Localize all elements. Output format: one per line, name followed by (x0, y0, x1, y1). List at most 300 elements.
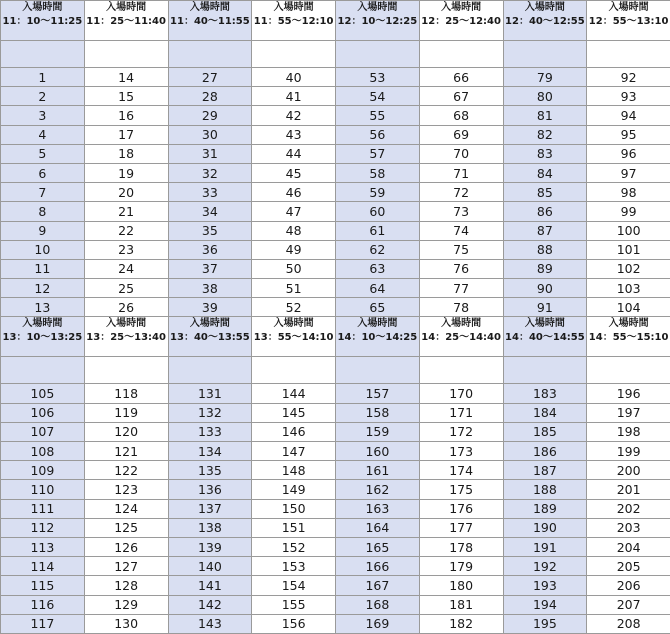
ticket-number-cell: 43 (252, 125, 336, 144)
spacer-cell (84, 357, 168, 384)
ticket-number-cell: 9 (1, 221, 85, 240)
ticket-number-cell: 97 (587, 163, 670, 182)
table-row (1, 422, 670, 441)
ticket-number-cell: 26 (84, 298, 168, 317)
spacer-cell (587, 357, 670, 384)
time-slot-header (168, 1, 252, 41)
time-slot-header (419, 317, 503, 357)
ticket-number-cell: 14 (84, 68, 168, 87)
table-row (1, 202, 670, 221)
ticket-number-cell: 8 (1, 202, 85, 221)
ticket-number-cell: 125 (84, 518, 168, 537)
table-row (1, 557, 670, 576)
ticket-number-cell: 7 (1, 183, 85, 202)
ticket-number-cell: 172 (419, 422, 503, 441)
header-row (1, 1, 670, 41)
time-slot-header (252, 1, 336, 41)
ticket-number-cell: 138 (168, 518, 252, 537)
ticket-number-cell: 136 (168, 480, 252, 499)
entry-time-label: 入場時間 (169, 1, 252, 15)
time-slot-header (252, 317, 336, 357)
ticket-number-cell: 157 (336, 384, 420, 403)
spacer-cell (1, 357, 85, 384)
ticket-number-cell: 156 (252, 614, 336, 633)
ticket-number-cell: 188 (503, 480, 587, 499)
ticket-number-cell: 193 (503, 576, 587, 595)
ticket-number-cell: 155 (252, 595, 336, 614)
table-row (1, 576, 670, 595)
ticket-number-cell: 10 (1, 240, 85, 259)
spacer-row (1, 41, 670, 68)
time-slot-header (168, 317, 252, 357)
ticket-number-cell: 151 (252, 518, 336, 537)
ticket-number-cell: 147 (252, 442, 336, 461)
time-range: 11：55〜12:10 (252, 15, 335, 29)
ticket-number-cell: 181 (419, 595, 503, 614)
ticket-number-cell: 57 (336, 144, 420, 163)
ticket-number-cell: 144 (252, 384, 336, 403)
ticket-number-cell: 27 (168, 68, 252, 87)
time-range: 13：25〜13:40 (85, 331, 168, 345)
ticket-number-cell: 87 (503, 221, 587, 240)
ticket-number-cell: 21 (84, 202, 168, 221)
ticket-number-cell: 190 (503, 518, 587, 537)
ticket-number-cell: 177 (419, 518, 503, 537)
spacer-cell (84, 41, 168, 68)
ticket-number-cell: 108 (1, 442, 85, 461)
table-row (1, 221, 670, 240)
table-row (1, 87, 670, 106)
ticket-number-cell: 175 (419, 480, 503, 499)
ticket-number-cell: 145 (252, 403, 336, 422)
spacer-cell (252, 357, 336, 384)
ticket-number-cell: 168 (336, 595, 420, 614)
ticket-number-cell: 167 (336, 576, 420, 595)
table-row (1, 518, 670, 537)
ticket-number-cell: 68 (419, 106, 503, 125)
time-slot-header (587, 317, 670, 357)
ticket-number-cell: 111 (1, 499, 85, 518)
ticket-number-cell: 131 (168, 384, 252, 403)
ticket-number-cell: 150 (252, 499, 336, 518)
ticket-number-cell: 163 (336, 499, 420, 518)
ticket-number-cell: 187 (503, 461, 587, 480)
ticket-number-cell: 123 (84, 480, 168, 499)
ticket-number-cell: 194 (503, 595, 587, 614)
entry-time-label: 入場時間 (85, 317, 168, 331)
ticket-number-cell: 200 (587, 461, 670, 480)
ticket-number-cell: 208 (587, 614, 670, 633)
ticket-number-cell: 205 (587, 557, 670, 576)
ticket-number-cell: 106 (1, 403, 85, 422)
ticket-number-cell: 192 (503, 557, 587, 576)
ticket-number-cell: 55 (336, 106, 420, 125)
time-slot-header (84, 317, 168, 357)
ticket-number-cell: 199 (587, 442, 670, 461)
ticket-number-cell: 140 (168, 557, 252, 576)
ticket-number-cell: 13 (1, 298, 85, 317)
ticket-number-cell: 118 (84, 384, 168, 403)
table-row (1, 442, 670, 461)
ticket-number-cell: 104 (587, 298, 670, 317)
ticket-number-cell: 39 (168, 298, 252, 317)
ticket-number-cell: 89 (503, 259, 587, 278)
table-row (1, 537, 670, 556)
ticket-number-cell: 94 (587, 106, 670, 125)
ticket-number-cell: 143 (168, 614, 252, 633)
ticket-number-cell: 34 (168, 202, 252, 221)
spacer-cell (419, 357, 503, 384)
ticket-number-cell: 206 (587, 576, 670, 595)
ticket-number-cell: 70 (419, 144, 503, 163)
ticket-number-cell: 133 (168, 422, 252, 441)
table-row (1, 403, 670, 422)
ticket-number-cell: 139 (168, 537, 252, 556)
ticket-number-cell: 165 (336, 537, 420, 556)
entry-time-label: 入場時間 (420, 1, 503, 15)
spacer-cell (252, 41, 336, 68)
time-slot-header (419, 1, 503, 41)
time-range: 12：10〜12:25 (336, 15, 419, 29)
ticket-number-cell: 174 (419, 461, 503, 480)
ticket-number-cell: 75 (419, 240, 503, 259)
ticket-number-cell: 105 (1, 384, 85, 403)
time-slot-header (1, 1, 85, 41)
ticket-number-cell: 95 (587, 125, 670, 144)
table-row (1, 106, 670, 125)
ticket-number-cell: 191 (503, 537, 587, 556)
ticket-number-cell: 184 (503, 403, 587, 422)
ticket-number-cell: 49 (252, 240, 336, 259)
time-slot-header (587, 1, 670, 41)
ticket-number-cell: 112 (1, 518, 85, 537)
spacer-cell (336, 41, 420, 68)
ticket-number-cell: 51 (252, 279, 336, 298)
ticket-number-cell: 77 (419, 279, 503, 298)
ticket-number-cell: 40 (252, 68, 336, 87)
time-range: 11：10〜11:25 (1, 15, 84, 29)
ticket-number-cell: 11 (1, 259, 85, 278)
ticket-number-cell: 2 (1, 87, 85, 106)
ticket-number-cell: 128 (84, 576, 168, 595)
ticket-number-cell: 169 (336, 614, 420, 633)
ticket-number-cell: 99 (587, 202, 670, 221)
ticket-number-cell: 170 (419, 384, 503, 403)
time-range: 14：10〜14:25 (336, 331, 419, 345)
entry-time-label: 入場時間 (587, 317, 670, 331)
time-range: 12：40〜12:55 (504, 15, 587, 29)
ticket-number-cell: 84 (503, 163, 587, 182)
ticket-number-cell: 152 (252, 537, 336, 556)
ticket-number-cell: 198 (587, 422, 670, 441)
table-row (1, 279, 670, 298)
ticket-number-cell: 173 (419, 442, 503, 461)
ticket-number-cell: 82 (503, 125, 587, 144)
ticket-number-cell: 58 (336, 163, 420, 182)
ticket-number-cell: 207 (587, 595, 670, 614)
ticket-number-cell: 24 (84, 259, 168, 278)
table-row (1, 614, 670, 633)
ticket-number-cell: 19 (84, 163, 168, 182)
ticket-number-cell: 81 (503, 106, 587, 125)
ticket-number-cell: 6 (1, 163, 85, 182)
ticket-number-cell: 195 (503, 614, 587, 633)
ticket-number-cell: 50 (252, 259, 336, 278)
ticket-number-cell: 110 (1, 480, 85, 499)
ticket-number-cell: 178 (419, 537, 503, 556)
ticket-number-cell: 127 (84, 557, 168, 576)
spacer-cell (419, 41, 503, 68)
ticket-number-cell: 202 (587, 499, 670, 518)
ticket-number-cell: 100 (587, 221, 670, 240)
spacer-row (1, 357, 670, 384)
ticket-number-cell: 164 (336, 518, 420, 537)
entry-time-label: 入場時間 (252, 317, 335, 331)
ticket-number-cell: 15 (84, 87, 168, 106)
ticket-number-cell: 4 (1, 125, 85, 144)
entry-time-label: 入場時間 (420, 317, 503, 331)
entry-time-label: 入場時間 (336, 1, 419, 15)
table-row (1, 499, 670, 518)
ticket-number-cell: 31 (168, 144, 252, 163)
ticket-number-cell: 33 (168, 183, 252, 202)
ticket-number-cell: 42 (252, 106, 336, 125)
ticket-number-cell: 107 (1, 422, 85, 441)
time-slot-header (1, 317, 85, 357)
ticket-number-cell: 20 (84, 183, 168, 202)
time-slot-header (84, 1, 168, 41)
entry-time-label: 入場時間 (85, 1, 168, 15)
ticket-number-cell: 46 (252, 183, 336, 202)
ticket-number-cell: 148 (252, 461, 336, 480)
table-row (1, 595, 670, 614)
ticket-number-cell: 62 (336, 240, 420, 259)
ticket-number-cell: 146 (252, 422, 336, 441)
time-range: 14：55〜15:10 (587, 331, 670, 345)
ticket-number-cell: 180 (419, 576, 503, 595)
ticket-number-cell: 90 (503, 279, 587, 298)
ticket-number-cell: 38 (168, 279, 252, 298)
spacer-cell (503, 357, 587, 384)
ticket-number-cell: 12 (1, 279, 85, 298)
ticket-number-cell: 158 (336, 403, 420, 422)
ticket-number-cell: 115 (1, 576, 85, 595)
ticket-number-cell: 96 (587, 144, 670, 163)
ticket-number-cell: 197 (587, 403, 670, 422)
ticket-number-cell: 109 (1, 461, 85, 480)
ticket-number-cell: 67 (419, 87, 503, 106)
table-row (1, 68, 670, 87)
ticket-number-cell: 60 (336, 202, 420, 221)
ticket-number-cell: 22 (84, 221, 168, 240)
time-range: 13：40〜13:55 (169, 331, 252, 345)
table-row (1, 384, 670, 403)
ticket-number-cell: 78 (419, 298, 503, 317)
ticket-number-cell: 117 (1, 614, 85, 633)
spacer-cell (168, 41, 252, 68)
ticket-number-cell: 196 (587, 384, 670, 403)
ticket-number-cell: 154 (252, 576, 336, 595)
ticket-number-cell: 86 (503, 202, 587, 221)
ticket-number-cell: 45 (252, 163, 336, 182)
ticket-number-cell: 122 (84, 461, 168, 480)
ticket-number-cell: 69 (419, 125, 503, 144)
ticket-number-cell: 203 (587, 518, 670, 537)
ticket-number-cell: 102 (587, 259, 670, 278)
ticket-number-cell: 92 (587, 68, 670, 87)
ticket-number-cell: 1 (1, 68, 85, 87)
ticket-number-cell: 80 (503, 87, 587, 106)
entry-time-label: 入場時間 (504, 1, 587, 15)
ticket-number-cell: 116 (1, 595, 85, 614)
ticket-number-cell: 23 (84, 240, 168, 259)
time-range: 12：25〜12:40 (420, 15, 503, 29)
ticket-number-cell: 121 (84, 442, 168, 461)
ticket-number-cell: 179 (419, 557, 503, 576)
ticket-number-cell: 153 (252, 557, 336, 576)
ticket-number-cell: 91 (503, 298, 587, 317)
table-row (1, 163, 670, 182)
ticket-number-cell: 53 (336, 68, 420, 87)
ticket-number-cell: 29 (168, 106, 252, 125)
ticket-number-cell: 183 (503, 384, 587, 403)
ticket-number-cell: 28 (168, 87, 252, 106)
ticket-number-cell: 186 (503, 442, 587, 461)
ticket-number-cell: 74 (419, 221, 503, 240)
ticket-number-cell: 30 (168, 125, 252, 144)
ticket-number-cell: 101 (587, 240, 670, 259)
time-range: 11：40〜11:55 (169, 15, 252, 29)
spacer-cell (336, 357, 420, 384)
time-range: 13：10〜13:25 (1, 331, 84, 345)
ticket-number-cell: 79 (503, 68, 587, 87)
table-row (1, 240, 670, 259)
ticket-number-cell: 85 (503, 183, 587, 202)
ticket-number-cell: 3 (1, 106, 85, 125)
spacer-cell (1, 41, 85, 68)
ticket-number-cell: 61 (336, 221, 420, 240)
table-row (1, 183, 670, 202)
header-row (1, 317, 670, 357)
entry-time-label: 入場時間 (587, 1, 670, 15)
ticket-number-cell: 83 (503, 144, 587, 163)
ticket-number-cell: 64 (336, 279, 420, 298)
ticket-number-cell: 171 (419, 403, 503, 422)
ticket-number-cell: 35 (168, 221, 252, 240)
ticket-number-cell: 32 (168, 163, 252, 182)
ticket-number-cell: 5 (1, 144, 85, 163)
ticket-number-cell: 161 (336, 461, 420, 480)
ticket-number-cell: 37 (168, 259, 252, 278)
entry-time-label: 入場時間 (1, 317, 84, 331)
ticket-number-cell: 72 (419, 183, 503, 202)
ticket-number-cell: 204 (587, 537, 670, 556)
ticket-number-cell: 114 (1, 557, 85, 576)
ticket-number-cell: 120 (84, 422, 168, 441)
spacer-cell (168, 357, 252, 384)
ticket-number-cell: 201 (587, 480, 670, 499)
ticket-number-cell: 59 (336, 183, 420, 202)
ticket-number-cell: 130 (84, 614, 168, 633)
ticket-number-cell: 47 (252, 202, 336, 221)
ticket-number-cell: 176 (419, 499, 503, 518)
time-slot-header (503, 317, 587, 357)
ticket-number-cell: 41 (252, 87, 336, 106)
time-slot-header (336, 1, 420, 41)
table-row (1, 480, 670, 499)
ticket-number-cell: 88 (503, 240, 587, 259)
ticket-number-cell: 129 (84, 595, 168, 614)
table-row (1, 125, 670, 144)
ticket-number-cell: 71 (419, 163, 503, 182)
table-row (1, 461, 670, 480)
ticket-number-cell: 98 (587, 183, 670, 202)
entry-time-label: 入場時間 (1, 1, 84, 15)
spacer-cell (587, 41, 670, 68)
ticket-number-cell: 132 (168, 403, 252, 422)
spacer-cell (503, 41, 587, 68)
ticket-number-cell: 54 (336, 87, 420, 106)
ticket-number-cell: 63 (336, 259, 420, 278)
time-range: 12：55〜13:10 (587, 15, 670, 29)
ticket-number-cell: 159 (336, 422, 420, 441)
ticket-number-cell: 66 (419, 68, 503, 87)
ticket-number-cell: 48 (252, 221, 336, 240)
ticket-number-cell: 93 (587, 87, 670, 106)
ticket-number-cell: 166 (336, 557, 420, 576)
ticket-number-cell: 76 (419, 259, 503, 278)
ticket-number-cell: 52 (252, 298, 336, 317)
ticket-number-cell: 160 (336, 442, 420, 461)
ticket-number-cell: 182 (419, 614, 503, 633)
ticket-number-cell: 16 (84, 106, 168, 125)
table-row (1, 298, 670, 317)
ticket-number-cell: 113 (1, 537, 85, 556)
ticket-number-cell: 162 (336, 480, 420, 499)
time-slot-header (503, 1, 587, 41)
ticket-number-cell: 119 (84, 403, 168, 422)
ticket-number-cell: 124 (84, 499, 168, 518)
ticket-number-cell: 44 (252, 144, 336, 163)
ticket-number-cell: 134 (168, 442, 252, 461)
ticket-number-cell: 36 (168, 240, 252, 259)
ticket-number-cell: 149 (252, 480, 336, 499)
ticket-number-cell: 18 (84, 144, 168, 163)
entry-time-label: 入場時間 (336, 317, 419, 331)
ticket-number-cell: 73 (419, 202, 503, 221)
ticket-number-cell: 65 (336, 298, 420, 317)
ticket-number-cell: 17 (84, 125, 168, 144)
entry-time-label: 入場時間 (169, 317, 252, 331)
ticket-number-cell: 137 (168, 499, 252, 518)
ticket-number-cell: 185 (503, 422, 587, 441)
entry-time-label: 入場時間 (252, 1, 335, 15)
time-range: 11：25〜11:40 (85, 15, 168, 29)
time-range: 14：25〜14:40 (420, 331, 503, 345)
table-row (1, 259, 670, 278)
ticket-number-cell: 141 (168, 576, 252, 595)
ticket-number-cell: 56 (336, 125, 420, 144)
time-range: 13：55〜14:10 (252, 331, 335, 345)
time-slot-header (336, 317, 420, 357)
time-range: 14：40〜14:55 (504, 331, 587, 345)
ticket-number-cell: 142 (168, 595, 252, 614)
entry-schedule-body (1, 1, 670, 634)
ticket-number-cell: 126 (84, 537, 168, 556)
ticket-number-cell: 189 (503, 499, 587, 518)
ticket-number-cell: 103 (587, 279, 670, 298)
table-row (1, 144, 670, 163)
